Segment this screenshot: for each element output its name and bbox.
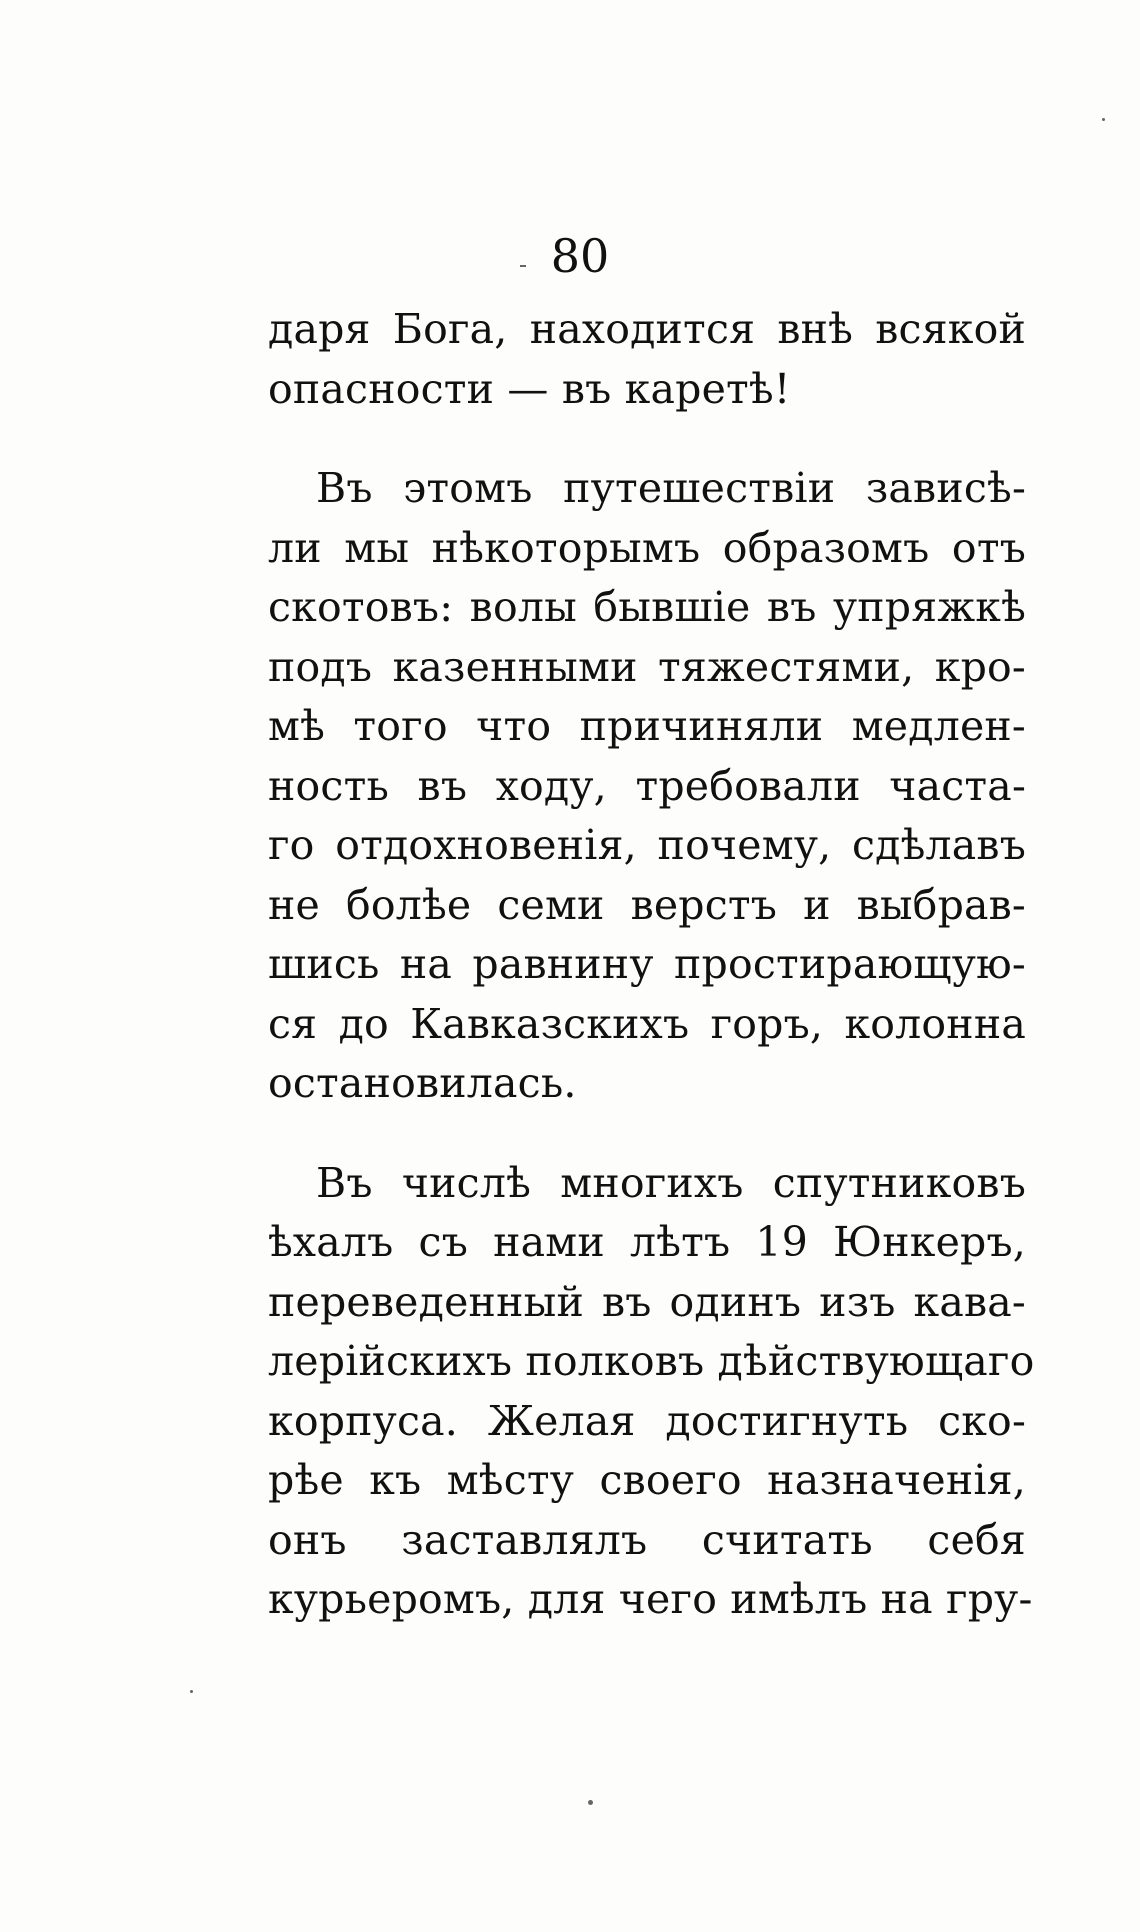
print-speck	[588, 1800, 593, 1805]
text-line: мѣ того что причиняли медлен-	[268, 702, 1026, 750]
print-speck	[1102, 118, 1105, 121]
text-line: даря Бога, находится внѣ всякой	[268, 305, 1026, 353]
text-line: опасности — въ каретѣ!	[268, 364, 791, 413]
print-speck	[190, 1690, 193, 1693]
text-line: го отдохновенія, почему, сдѣлавъ	[268, 821, 1026, 869]
body-text	[268, 300, 1035, 1630]
text-line: не болѣе семи верстъ и выбрав-	[268, 880, 1026, 929]
text-line: Въ числѣ многихъ спутниковъ	[316, 1158, 1026, 1207]
text-line: шись на равнину простирающую-	[268, 940, 1026, 988]
text-line: подъ казенными тяжестями, кро-	[268, 642, 1026, 691]
text-line: переведенный въ одинъ изъ кава-	[268, 1277, 1026, 1326]
text-line: рѣе къ мѣсту своего назначенія,	[268, 1456, 1026, 1504]
text-line: лерійскихъ полковъ дѣйствующаго	[268, 1337, 1035, 1385]
text-line: Въ этомъ путешествіи зависѣ-	[316, 464, 1026, 512]
print-speck	[520, 265, 526, 267]
paragraph-3	[268, 1154, 1035, 1630]
text-line: остановилась.	[268, 1059, 577, 1107]
text-line: ность въ ходу, требовали часта-	[268, 761, 1026, 810]
text-line: корпуса. Желая достигнуть ско-	[268, 1396, 1026, 1445]
text-line: ся до Кавказскихъ горъ, колонна	[268, 999, 1026, 1048]
page-number: 80	[550, 229, 610, 283]
paragraph-2	[268, 459, 1026, 1114]
text-line: скотовъ: волы бывшіе въ упряжкѣ	[268, 583, 1026, 631]
paragraph-1	[268, 300, 1026, 419]
text-line: ли мы нѣкоторымъ образомъ отъ	[268, 523, 1026, 572]
text-line: курьеромъ, для чего имѣлъ на гру-	[268, 1575, 1033, 1623]
text-line: ѣхалъ съ нами лѣтъ 19 Юнкеръ,	[268, 1218, 1026, 1266]
text-line: онъ заставлялъ считать себя	[268, 1515, 1026, 1564]
